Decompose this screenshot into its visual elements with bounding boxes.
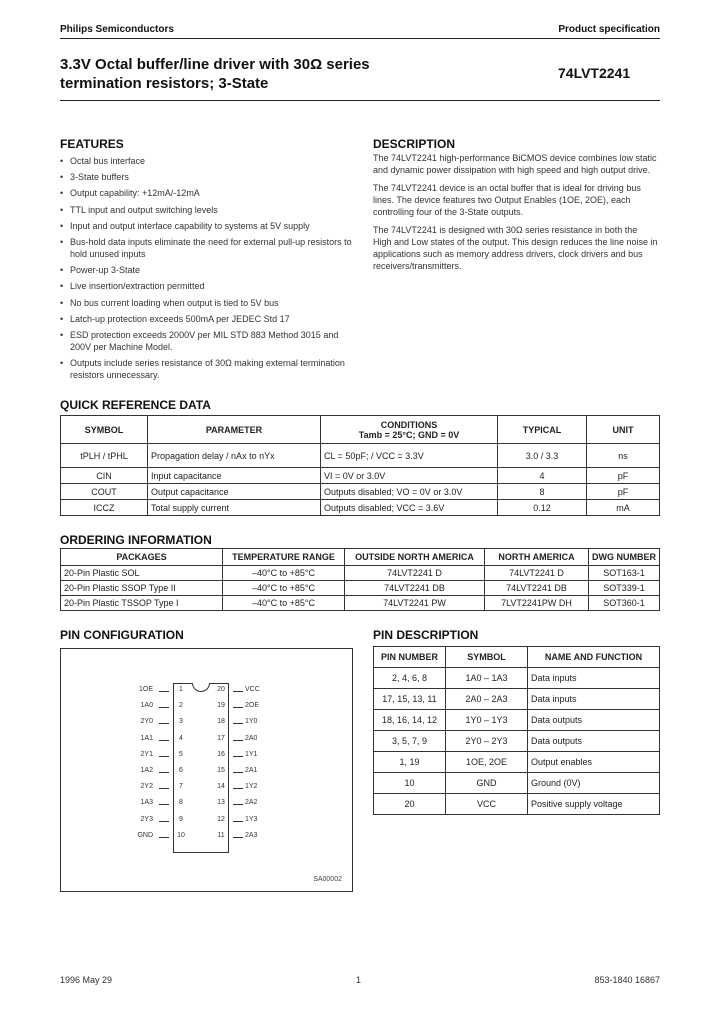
pin-number: 1 <box>179 686 183 693</box>
cell-typical: 8 <box>498 484 587 500</box>
ordering-heading: ORDERING INFORMATION <box>60 533 212 547</box>
col-dwg-number: DWG NUMBER <box>589 549 660 566</box>
title-line-2: termination resistors; 3-State <box>60 75 269 92</box>
table-header-row <box>374 647 660 668</box>
cell-function: Output enables <box>528 752 660 773</box>
feature-item: • Live insertion/extraction permitted <box>60 280 355 292</box>
col-parameter: PARAMETER <box>148 416 321 444</box>
feature-item: • Power-up 3-State <box>60 264 355 276</box>
cell-conditions: Outputs disabled; VO = 0V or 3.0V <box>321 484 498 500</box>
feature-item: • Latch-up protection exceeds 500mA per JEDEC Std 17 <box>60 313 355 325</box>
cell-pin-number: 17, 15, 13, 11 <box>374 689 446 710</box>
pin-name: 2OE <box>245 702 260 710</box>
pin-lead <box>233 772 243 773</box>
pin-name: GND <box>137 831 153 839</box>
table-row <box>374 731 660 752</box>
cell-function: Data inputs <box>528 689 660 710</box>
pin-config-heading: PIN CONFIGURATION <box>60 628 184 642</box>
pin-name: 2A2 <box>245 799 258 807</box>
title-line-1: 3.3V Octal buffer/line driver with 30Ω series <box>60 56 370 73</box>
pin-name: 1Y0 <box>245 718 258 726</box>
cell-parameter: Output capacitance <box>148 484 321 500</box>
pin-number: 8 <box>179 799 183 807</box>
col-packages: PACKAGES <box>61 549 223 566</box>
description-paragraph: The 74LVT2241 high-performance BiCMOS device combines low static and dynamic power dissipation with high speed and high output drive. <box>373 153 657 175</box>
pin-lead <box>233 756 243 757</box>
footer-date: 1996 May 29 <box>60 975 113 985</box>
cell-function: Data inputs <box>528 668 660 689</box>
pin-name: 2A0 <box>245 734 258 742</box>
table-header-row <box>61 416 660 444</box>
pin-number: 3 <box>179 718 183 726</box>
features-list <box>60 155 355 385</box>
pin-lead <box>233 788 243 789</box>
feature-item: • ESD protection exceeds 2000V per MIL STD 883 Method 3015 and 200V per Machine Model. <box>60 329 355 353</box>
pin1-notch <box>192 683 210 692</box>
pin-name: 2Y3 <box>140 815 153 823</box>
col-north-america: NORTH AMERICA <box>485 549 589 566</box>
pin-lead <box>233 837 243 838</box>
document-type: Product specification <box>558 24 660 35</box>
pin-number: 2 <box>179 702 183 710</box>
pin-lead <box>159 788 169 789</box>
cell-typical: 3.0 / 3.3 <box>498 444 587 468</box>
cell-north-america: 74LVT2241 D <box>485 566 589 581</box>
cell-symbol: VCC <box>446 794 528 815</box>
document-number: 853-1840 16867 <box>594 975 660 985</box>
pin-name: 2Y2 <box>140 783 153 791</box>
features-heading: FEATURES <box>60 137 124 151</box>
pin-lead <box>233 740 243 741</box>
feature-item: • Outputs include series resistance of 30Ω making external termination resistors unnecessary. <box>60 357 355 381</box>
description-paragraph: The 74LVT2241 device is an octal buffer that is ideal for driving bus lines. The device features two Output Enables (1OE, 2OE), each controlling four of the 3-State outputs. <box>373 183 641 217</box>
cell-temperature: –40°C to +85°C <box>223 596 345 611</box>
pin-number: 13 <box>217 799 225 807</box>
feature-item: • TTL input and output switching levels <box>60 204 355 216</box>
cell-pin-number: 10 <box>374 773 446 794</box>
cell-north-america: 7LVT2241PW DH <box>485 596 589 611</box>
cell-pin-number: 3, 5, 7, 9 <box>374 731 446 752</box>
cell-typical: 4 <box>498 468 587 484</box>
pin-name: 1A1 <box>140 734 153 742</box>
cell-conditions: CL = 50pF; / VCC = 3.3V <box>321 444 498 468</box>
pin-lead <box>233 804 243 805</box>
pin-number: 4 <box>179 734 183 742</box>
cell-unit: mA <box>587 500 660 516</box>
pin-number: 10 <box>177 831 185 839</box>
pin-name: 2Y0 <box>140 718 153 726</box>
pin-description-heading: PIN DESCRIPTION <box>373 628 479 642</box>
cell-pin-number: 2, 4, 6, 8 <box>374 668 446 689</box>
cell-outside-na: 74LVT2241 PW <box>345 596 485 611</box>
cell-dwg: SOT339-1 <box>589 581 660 596</box>
pin-lead <box>159 723 169 724</box>
col-pin-number: PIN NUMBER <box>374 647 446 668</box>
cell-typical: 0.12 <box>498 500 587 516</box>
pin-lead <box>159 691 169 692</box>
feature-item: • Bus-hold data inputs eliminate the need for external pull-up resistors to hold unused inputs <box>60 236 355 260</box>
table-row <box>61 468 660 484</box>
cell-temperature: –40°C to +85°C <box>223 581 345 596</box>
cell-symbol: 1Y0 – 1Y3 <box>446 710 528 731</box>
description-body <box>373 152 658 278</box>
pin-lead <box>159 707 169 708</box>
feature-item: • No bus current loading when output is tied to 5V bus <box>60 297 355 309</box>
pin-name: 2Y1 <box>140 750 153 758</box>
col-conditions <box>321 416 498 444</box>
pin-lead <box>233 723 243 724</box>
title-rule <box>60 100 660 101</box>
cell-symbol: 1A0 – 1A3 <box>446 668 528 689</box>
col-symbol: SYMBOL <box>446 647 528 668</box>
table-row <box>61 500 660 516</box>
table-row <box>374 689 660 710</box>
table-row <box>61 566 660 581</box>
pin-number: 7 <box>179 783 183 791</box>
pin-lead <box>159 740 169 741</box>
cell-package: 20-Pin Plastic SOL <box>61 566 223 581</box>
conditions-title: CONDITIONS <box>380 419 438 430</box>
cell-symbol: 1OE, 2OE <box>446 752 528 773</box>
cell-temperature: –40°C to +85°C <box>223 566 345 581</box>
cell-parameter: Propagation delay / nAx to nYx <box>148 444 321 468</box>
cell-pin-number: 1, 19 <box>374 752 446 773</box>
pin-number: 14 <box>217 783 225 791</box>
pin-name: 1A0 <box>140 702 153 710</box>
cell-symbol: ICCZ <box>61 500 148 516</box>
cell-symbol: tPLH / tPHL <box>61 444 148 468</box>
pin-name: 1Y1 <box>245 750 258 758</box>
col-outside-na: OUTSIDE NORTH AMERICA <box>345 549 485 566</box>
cell-parameter: Input capacitance <box>148 468 321 484</box>
pin-lead <box>233 691 243 692</box>
cell-conditions: VI = 0V or 3.0V <box>321 468 498 484</box>
pin-lead <box>159 772 169 773</box>
feature-item: • Output capability: +12mA/-12mA <box>60 187 355 199</box>
col-temperature: TEMPERATURE RANGE <box>223 549 345 566</box>
pin-configuration-figure <box>60 648 353 892</box>
pin-name: 1Y2 <box>245 783 258 791</box>
cell-package: 20-Pin Plastic TSSOP Type I <box>61 596 223 611</box>
col-symbol: SYMBOL <box>61 416 148 444</box>
cell-dwg: SOT360-1 <box>589 596 660 611</box>
pin-lead <box>159 837 169 838</box>
pin-description-table <box>373 646 660 815</box>
cell-function: Data outputs <box>528 710 660 731</box>
feature-item: • 3-State buffers <box>60 171 355 183</box>
pin-number: 15 <box>217 767 225 774</box>
cell-north-america: 74LVT2241 DB <box>485 581 589 596</box>
pin-lead <box>159 756 169 757</box>
pin-name: 2A1 <box>245 767 258 774</box>
cell-symbol: 2A0 – 2A3 <box>446 689 528 710</box>
table-row <box>61 596 660 611</box>
pin-number: 20 <box>217 686 225 693</box>
pin-number: 6 <box>179 767 183 774</box>
ordering-table <box>60 548 660 611</box>
pin-lead <box>159 804 169 805</box>
pin-name: 2A3 <box>245 831 258 839</box>
cell-unit: pF <box>587 484 660 500</box>
pin-number: 18 <box>217 718 225 726</box>
header-rule <box>60 38 660 39</box>
quick-ref-heading: QUICK REFERENCE DATA <box>60 398 211 412</box>
page-title <box>60 55 460 93</box>
cell-outside-na: 74LVT2241 D <box>345 566 485 581</box>
conditions-subtitle: Tamb = 25°C; GND = 0V <box>358 429 460 440</box>
table-row <box>374 752 660 773</box>
cell-symbol: COUT <box>61 484 148 500</box>
pin-number: 9 <box>179 815 183 823</box>
cell-function: Data outputs <box>528 731 660 752</box>
cell-unit: pF <box>587 468 660 484</box>
pin-name: 1OE <box>138 686 153 693</box>
table-row <box>61 444 660 468</box>
table-row <box>61 581 660 596</box>
pin-number: 12 <box>217 815 225 823</box>
pin-number: 5 <box>179 750 183 758</box>
cell-symbol: GND <box>446 773 528 794</box>
cell-package: 20-Pin Plastic SSOP Type II <box>61 581 223 596</box>
cell-outside-na: 74LVT2241 DB <box>345 581 485 596</box>
pin-name: VCC <box>245 686 260 693</box>
page-number: 1 <box>356 975 362 985</box>
table-row <box>374 668 660 689</box>
cell-unit: ns <box>587 444 660 468</box>
pin-number: 19 <box>217 702 225 710</box>
table-row <box>374 710 660 731</box>
pin-number: 17 <box>217 734 225 742</box>
pin-name: 1A3 <box>140 799 153 807</box>
cell-parameter: Total supply current <box>148 500 321 516</box>
pin-lead <box>159 821 169 822</box>
pin-lead <box>233 707 243 708</box>
cell-symbol: CIN <box>61 468 148 484</box>
feature-item: • Octal bus interface <box>60 155 355 167</box>
col-name-function: NAME AND FUNCTION <box>528 647 660 668</box>
company-name: Philips Semiconductors <box>60 24 174 35</box>
quick-reference-table <box>60 415 660 516</box>
table-header-row <box>61 549 660 566</box>
pin-name: 1Y3 <box>245 815 258 823</box>
cell-conditions: Outputs disabled; VCC = 3.6V <box>321 500 498 516</box>
table-row <box>61 484 660 500</box>
feature-item: • Input and output interface capability to systems at 5V supply <box>60 220 355 232</box>
table-row <box>374 773 660 794</box>
figure-code: SA00002 <box>313 876 342 883</box>
table-row <box>374 794 660 815</box>
cell-dwg: SOT163-1 <box>589 566 660 581</box>
pin-number: 11 <box>217 831 225 839</box>
cell-pin-number: 20 <box>374 794 446 815</box>
cell-function: Ground (0V) <box>528 773 660 794</box>
description-paragraph: The 74LVT2241 is designed with 30Ω series resistance in both the High and Low states of the output. This design reduces the line noise in applications such as memory address drivers, clock drivers and bus receivers/transmitters. <box>373 225 658 271</box>
col-unit: UNIT <box>587 416 660 444</box>
col-typical: TYPICAL <box>498 416 587 444</box>
pin-lead <box>233 821 243 822</box>
pin-name: 1A2 <box>140 767 153 774</box>
cell-function: Positive supply voltage <box>528 794 660 815</box>
part-number: 74LVT2241 <box>558 65 631 81</box>
cell-pin-number: 18, 16, 14, 12 <box>374 710 446 731</box>
cell-symbol: 2Y0 – 2Y3 <box>446 731 528 752</box>
description-heading: DESCRIPTION <box>373 137 456 151</box>
pin-number: 16 <box>217 750 225 758</box>
